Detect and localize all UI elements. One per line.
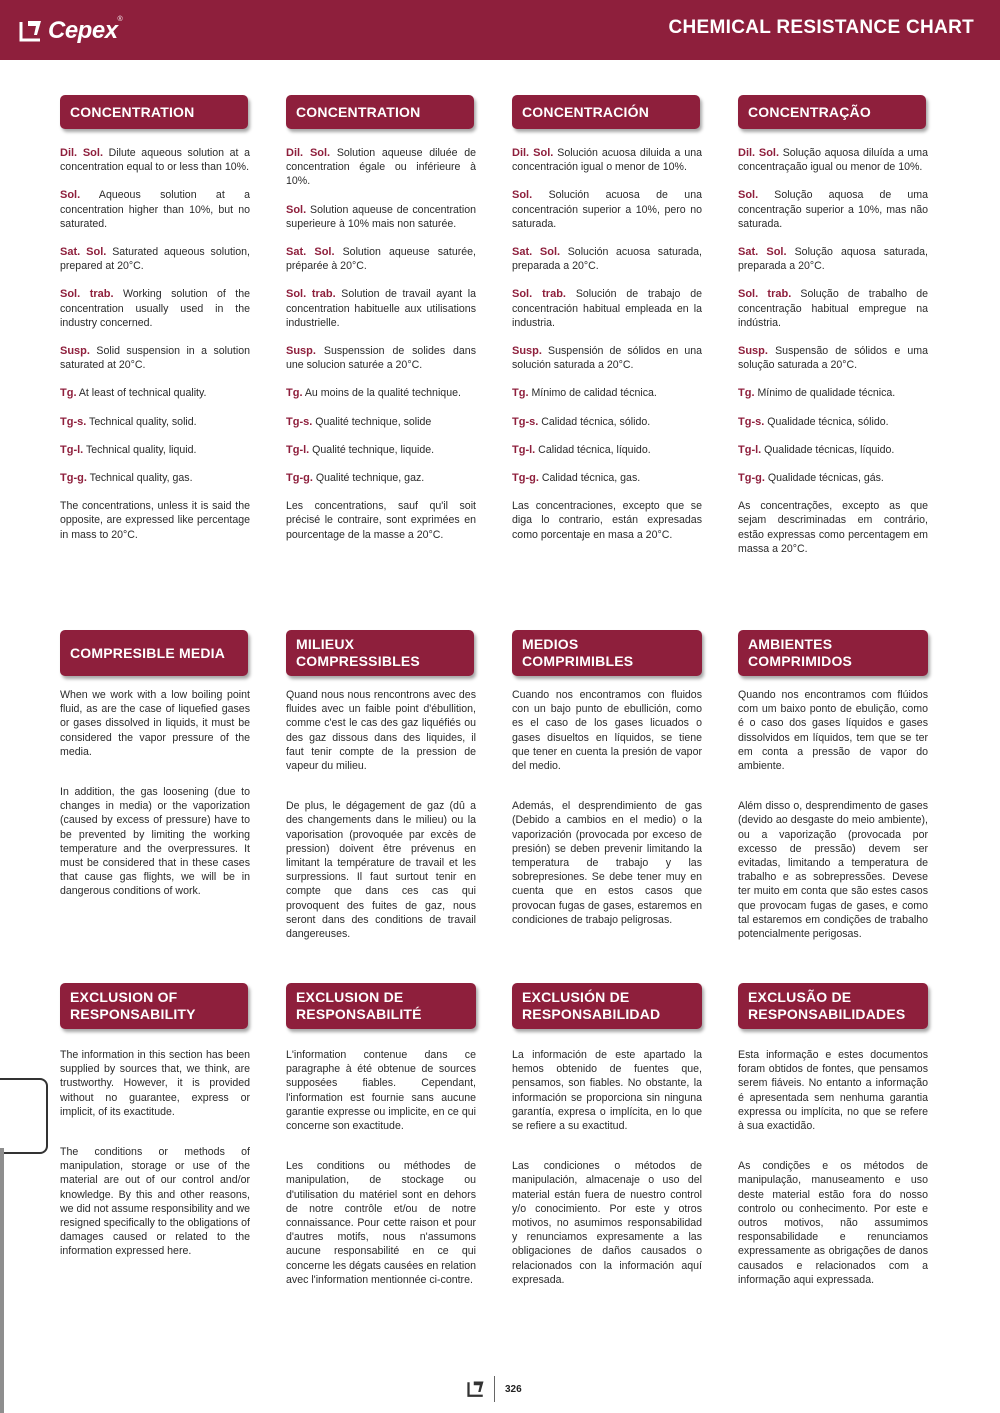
definition-text: Solución acuosa de una concentración superior a 10%, pero no saturada. [512,189,702,230]
definition-term: Dil. Sol. [60,147,103,159]
definition-term: Sol. [60,189,81,202]
definition-paragraph [60,287,250,330]
definition-term: Tg-l. [286,443,310,456]
media-column [512,688,702,941]
concentration-header-pt: CONCENTRAÇÃO [738,95,926,129]
definition-term: Tg-l. [60,443,84,456]
definition-paragraph [286,245,476,273]
definition-text: Saturated aqueous solution, prepared at 20°C. [60,246,250,273]
definition-text: As concentrações, excepto as que sejam descriminadas em contrário, estão expressas como percentagem em massa a 20°C. [738,500,928,555]
definition-term: Susp. [286,345,316,358]
definition-text: Solution aqueuse diluée de concentration égale ou inférieure à 10%. [286,147,476,188]
definition-paragraph [60,245,250,273]
side-index-line [0,1148,4,1413]
definition-text: Solid suspension in a solution saturated at 20°C. [60,345,250,372]
side-index-tab [0,1078,48,1154]
definition-term: Sol. [512,189,533,202]
brand-name: Cepex [48,17,118,44]
media-header-fr: MILIEUX COMPRESSIBLES [286,630,474,676]
exclusion-column [512,1048,702,1301]
definition-paragraph [512,287,702,330]
definition-text: Solução aquosa de uma concentração superior a 10%, mas não saturada. [738,189,928,230]
exclusion-paragraph: Les conditions ou méthodes de manipulation, de stockage ou d'utilisation du matériel sont en dehors de notre contrôle et/ou de notre connaissance. Pour cette raison et pour d'autres motifs, nous n'assumons aucune responsabilité en ce qui concerne les dégats causées en relation avec l'information mentionnée ci-contre. [286,1160,476,1286]
definition-paragraph [60,415,250,429]
definition-paragraph [60,499,250,542]
media-header-es: MEDIOS COMPRIMIBLES [512,630,702,676]
definition-paragraph [286,344,476,372]
concentration-column [512,146,702,556]
definition-paragraph [512,344,702,372]
media-column [60,688,250,913]
definition-paragraph [512,499,702,542]
definition-paragraph [286,203,476,231]
definition-term: Tg-g. [738,472,765,485]
definition-term: Sol. [738,189,759,202]
concentration-column [60,146,250,556]
definition-term: Tg-s. [286,415,313,428]
definition-term: Tg-s. [738,415,765,428]
media-paragraph: In addition, the gas loosening (due to changes in media) or the vaporization (caused by excess of pressure) have to be prevented by limiting the working temperature and the overpressures. It must be considered that in these cases that cause gas flights, we will be in dangerous conditions of work. [60,786,250,898]
media-paragraph: Além disso o, desprendimento de gases (devido ao desgaste do meio ambiente), ou a vaporização (provocada por excesso de pressão) devem ser evitadas, limitando a temperatura de trabalho e as sobrepressões. Devese ter muito em conta que são estes casos que provocam fugas de gases, e como tal estaremos em condições de trabalho potencialmente perigosas. [738,800,928,941]
definition-term: Sol. trab. [512,288,566,301]
definition-text: Les concentrations, sauf qu'il soit précisé le contraire, sont exprimées en pourcentage de la masse a 20°C. [286,500,476,541]
exclusion-paragraph: The conditions or methods of manipulation, storage or use of the material are out of our control and/or knowledge. By this and other reasons, we did not assume responsibility and we resigned specifically to the obligations of damages caused or related to the information expressed here. [60,1146,250,1258]
concentration-header-es: CONCENTRACIÓN [512,95,700,129]
definition-text: Au moins de la qualité technique. [304,387,461,400]
registered-mark: ® [117,16,123,23]
definition-paragraph [512,415,702,429]
definition-text: At least of technical quality. [78,387,207,400]
concentration-header-fr: CONCENTRATION [286,95,474,129]
media-paragraph: De plus, le dégagement de gaz (dû a des changements dans le milieu) ou la vaporisation (provoquée par excès de pression) doivent être prévenus en limitant la température de travail et les surpressions. Il faut surtout tenir en compte que dans ces cas qui provoquent des fuites de gaz, nous seront dans des conditions de travail dangereuses. [286,800,476,941]
definition-paragraph [738,146,928,174]
media-header-en: COMPRESIBLE MEDIA [60,630,248,676]
definition-text: Technical quality, gas. [89,472,193,485]
definition-paragraph [512,245,702,273]
definition-term: Susp. [512,345,542,358]
definition-paragraph [286,146,476,189]
definition-paragraph [738,499,928,556]
definition-term: Sat. Sol. [738,246,787,259]
definition-paragraph [512,443,702,457]
definition-term: Tg-s. [512,415,539,428]
media-paragraph: Cuando nos encontramos con fluidos con un bajo punto de ebullición, como es el caso de los gases licuados o gases disueltos en líquidos, se tiene que tener en cuenta la presión de vapor del medio. [512,689,702,773]
definition-text: Qualidade técnica, sólido. [767,415,889,428]
definition-paragraph [738,415,928,429]
exclusion-paragraph: Las condiciones o métodos de manipulación, almacenaje o uso del material están fuera de nuestro control y/o conocimiento. Por este y otros motivos, no asumimos responsabilidad y renunciamos expresamente a las obligaciones de daños causados o relacionados con la información aquí expresada. [512,1160,702,1286]
definition-paragraph [512,188,702,231]
definition-text: Mínimo de calidad técnica. [531,387,657,400]
definition-text: Mínimo de qualidade técnica. [757,387,896,400]
definition-text: Solution aqueuse saturée, préparée à 20°C. [286,246,476,273]
definition-term: Susp. [738,345,768,358]
exclusion-header-es: EXCLUSIÓN DE RESPONSABILIDAD [512,983,702,1029]
definition-text: The concentrations, unless it is said the opposite, are expressed like percentage in mass to 20°C. [60,500,250,541]
cepex-mark-icon [466,1380,486,1398]
definition-term: Tg-s. [60,415,87,428]
exclusion-paragraph: The information in this section has been supplied by sources that, we think, are trustworthy. However, it is provided without no guarantee, express or implicit, of its exactitude. [60,1049,250,1118]
exclusion-paragraph: La información de este apartado la hemos obtenido de fuentes que, pensamos, son fiables. No obstante, la información se proporciona sin ninguna garantía, expresa o implícita, en lo que se refiere a su exactitud. [512,1049,702,1133]
definition-text: Solution aqueuse de concentration superieure à 10% mais non saturée. [286,203,476,230]
definition-term: Tg-g. [286,472,313,485]
exclusion-column [286,1048,476,1301]
definition-text: Solución acuosa diluida a una concentración igual o menor de 10%. [512,147,702,174]
exclusion-column [60,1048,250,1273]
definition-paragraph [286,471,476,485]
media-paragraph: Además, el desprendimiento de gas (Debido a cambios en el medio) o la vaporización (provocada por exceso de presión) se deben prevenir limitando la temperatura de trabajo y las sobrepresiones. Se debe tener muy en cuenta que en estos casos que provocan fugas de gases, estaremos en condiciones de trabajo peligrosas. [512,800,702,926]
definition-paragraph [286,287,476,330]
definition-text: Suspenssion de solides dans une solucion saturée a 20°C. [286,345,476,372]
definition-paragraph [60,188,250,231]
definition-text: Technical quality, liquid. [85,443,197,456]
media-header-pt: AMBIENTES COMPRIMIDOS [738,630,928,676]
definition-paragraph [60,146,250,174]
definition-term: Sat. Sol. [512,246,561,259]
definition-text: Technical quality, solid. [89,415,197,428]
concentration-column [738,146,928,570]
definition-term: Tg. [60,387,77,400]
definition-paragraph [738,344,928,372]
definition-text: Suspensão de sólidos e uma solução saturada a 20°C. [738,345,928,372]
definition-term: Tg-l. [738,443,762,456]
cepex-logo [18,14,123,48]
media-paragraph: Quand nous nous rencontrons avec des fluides avec un faible point d'ébullition, comme c'est le cas des gaz liquéfiés ou des gaz dissous dans des liquides, il faut tenir compte de la pression de vapeur du milieu. [286,689,476,773]
definition-term: Dil. Sol. [738,147,780,159]
page-number: 326 [505,1383,522,1395]
concentration-column [286,146,476,556]
definition-paragraph [512,386,702,400]
definition-paragraph [738,386,928,400]
definition-text: Solução de trabalho de concentração habitual empregue na indústria. [738,288,928,329]
cepex-mark-icon [18,18,44,44]
definition-term: Sol. trab. [738,288,792,301]
definition-text: Calidad técnica, gas. [541,472,641,485]
definition-text: Qualité technique, gaz. [315,472,425,485]
definition-paragraph [512,146,702,174]
definition-text: Solución de trabajo de concentración habitual empleada en la industria. [512,288,702,329]
definition-text: Calidad técnica, líquido. [538,443,651,456]
definition-text: Working solution of the concentration usually used in the industry concerned. [60,288,250,329]
definition-text: Solución acuosa saturada, preparada a 20°C. [512,246,702,273]
definition-text: Aqueous solution at a concentration higher than 10%, but no saturated. [60,189,250,230]
definition-paragraph [60,443,250,457]
definition-paragraph [286,386,476,400]
definition-paragraph [286,499,476,542]
definition-paragraph [738,188,928,231]
definition-term: Sol. trab. [60,288,114,301]
media-column [738,688,928,955]
exclusion-header-pt: EXCLUSÃO DE RESPONSABILIDADES [738,983,928,1029]
definition-text: Qualité technique, liquide. [312,443,435,456]
definition-text: Solution de travail ayant la concentration habituelle aux utilisations industrielle. [286,288,477,329]
definition-text: Qualité technique, solide [315,415,432,428]
footer-divider [494,1376,495,1402]
exclusion-header-fr: EXCLUSION DE RESPONSABILITÉ [286,983,476,1029]
definition-paragraph [286,443,476,457]
definition-paragraph [60,386,250,400]
definition-paragraph [60,471,250,485]
definition-text: Qualidade técnicas, líquido. [764,443,895,456]
definition-paragraph [738,443,928,457]
page-title: CHEMICAL RESISTANCE CHART [668,17,974,38]
definition-text: Dilute aqueous solution at a concentration equal to or less than 10%. [60,147,250,174]
definition-text: Qualidade técnicas, gás. [767,472,884,485]
definition-term: Tg. [512,387,529,400]
definition-term: Susp. [60,345,90,358]
media-paragraph: Quando nos encontramos com flúidos com um baixo ponto de ebulição, como é o caso dos gases líquidos e gases dissolvidos em líquidos, tem que se ter em conta a pressão de vapor do ambiente. [738,689,928,773]
definition-term: Tg. [286,387,303,400]
exclusion-paragraph: Esta informação e estes documentos foram obtidos de fontes, que pensamos serem fiáveis. No entanto a informação é apresentada sem nenhuma garantia expressa ou implícita, no que se refere à sua exactidão. [738,1049,928,1133]
page-footer [466,1377,522,1401]
definition-text: Solução aquosa diluída a uma concentraçaão igual ou menor de 10%. [738,147,928,174]
definition-paragraph [512,471,702,485]
media-column [286,688,476,955]
definition-term: Tg-l. [512,443,536,456]
exclusion-paragraph: As condições e os métodos de manipulação, manuseamento e uso deste material estão fora do nosso controlo ou conhecimento. Por este e outros motivos, não assumimos responsabilidade e renunciamos expressamente as obrigações de danos causados e relacionados com a informação aqui expressada. [738,1160,928,1286]
media-paragraph: When we work with a low boiling point fluid, as are the case of liquefied gases or gases dissolved in liquids, it must be considered the vapor pressure of the media. [60,689,250,758]
definition-term: Sol. trab. [286,288,336,301]
exclusion-column [738,1048,928,1301]
exclusion-header-en: EXCLUSION OF RESPONSABILITY [60,983,248,1029]
definition-term: Tg-g. [512,472,539,485]
concentration-header-en: CONCENTRATION [60,95,248,129]
definition-paragraph [738,471,928,485]
definition-paragraph [286,415,476,429]
definition-text: Las concentraciones, excepto que se diga lo contrario, están expresadas como porcentaje en masa a 20°C. [512,500,702,541]
definition-term: Tg. [738,387,755,400]
exclusion-paragraph: L'information contenue dans ce paragraphe à été obtenue de sources supposées fiables. Cependant, l'information est fournie sans aucune garantie expresse ou implicite, en ce qui concerne son exactitude. [286,1049,476,1133]
definition-term: Sol. [286,203,307,216]
definition-text: Suspensión de sólidos en una solución saturada a 20°C. [512,345,702,372]
definition-term: Dil. Sol. [512,147,554,159]
definition-term: Sat. Sol. [286,246,335,259]
top-banner [0,0,1000,60]
definition-term: Sat. Sol. [60,246,107,259]
definition-paragraph [60,344,250,372]
definition-term: Dil. Sol. [286,147,331,159]
definition-text: Solução aquosa saturada, preparada a 20°C. [738,246,928,273]
definition-paragraph [738,245,928,273]
definition-paragraph [738,287,928,330]
definition-text: Calidad técnica, sólido. [541,415,651,428]
definition-term: Tg-g. [60,472,87,485]
